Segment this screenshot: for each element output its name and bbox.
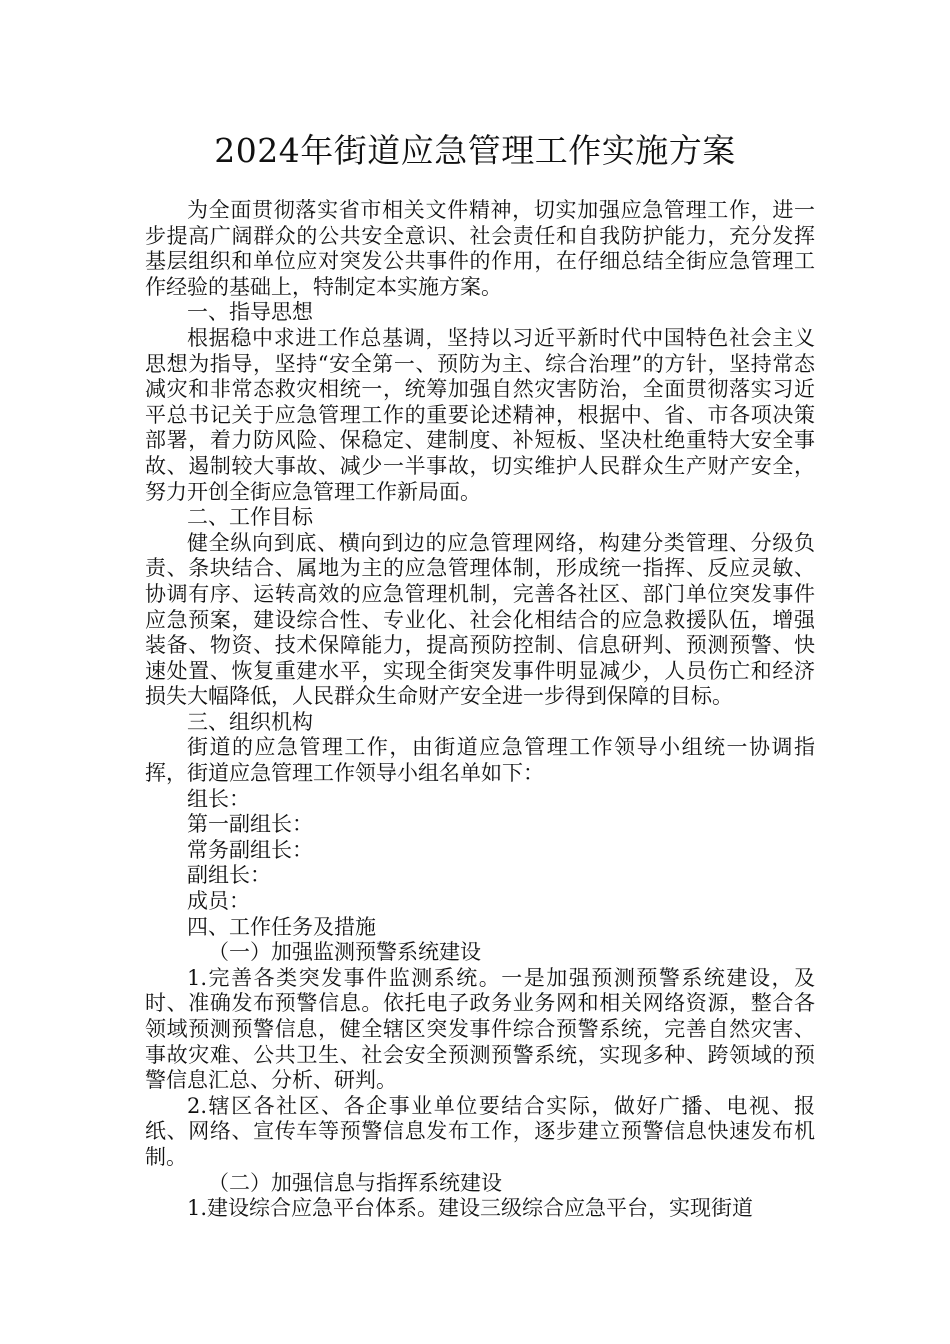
intro-paragraph: 为全面贯彻落实省市相关文件精神，切实加强应急管理工作，进一步提高广阔群众的公共安全意识、社会责任和自我防护能力，充分发挥基层组织和单位应对突发公共事件的作用，在仔细总结全街应急管理工作经验的基础上，特制定本实施方案。: [145, 198, 815, 299]
body-paragraph: 健全纵向到底、横向到边的应急管理网络，构建分类管理、分级负责、条块结合、属地为主的应急管理体制，形成统一指挥、反应灵敏、协调有序、运转高效的应急管理机制，完善各社区、部门单位突发事件应急预案，建设综合性、专业化、社会化相结合的应急救援队伍，增强装备、物资、技术保障能力，提高预防控制、信息研判、预测预警、快速处置、恢复重建水平，实现全街突发事件明显减少，人员伤亡和经济损失大幅降低，人民群众生命财产安全进一步得到保障的目标。: [145, 530, 815, 709]
body-paragraph: 1.建设综合应急平台体系。建设三级综合应急平台，实现街道: [187, 1196, 754, 1221]
list-item: 副组长：: [187, 863, 271, 888]
subsection-heading: （一）加强监测预警系统建设: [208, 940, 481, 965]
list-item: 常务副组长：: [187, 837, 313, 862]
document-title: 2024年街道应急管理工作实施方案: [214, 131, 736, 170]
body-paragraph: 1.完善各类突发事件监测系统。一是加强预测预警系统建设，及时、准确发布预警信息。依托电子政务业务网和相关网络资源，整合各领域预测预警信息，健全辖区突发事件综合预警系统，完善自然灾害、事故灾难、公共卫生、社会安全预测预警系统，实现多种、跨领域的预警信息汇总、分析、研判。: [145, 965, 815, 1093]
body-paragraph: 2.辖区各社区、各企事业单位要结合实际，做好广播、电视、报纸、网络、宣传车等预警信息发布工作，逐步建立预警信息快速发布机制。: [145, 1093, 815, 1169]
section-heading: 三、组织机构: [187, 709, 313, 734]
section-heading: 四、工作任务及措施: [187, 914, 376, 939]
body-paragraph: 街道的应急管理工作，由街道应急管理工作领导小组统一协调指挥，街道应急管理工作领导小组名单如下：: [145, 735, 815, 786]
document-body: [145, 198, 815, 1222]
list-item: 组长：: [187, 786, 250, 811]
list-item: 成员：: [187, 889, 250, 914]
section-heading: 二、工作目标: [187, 505, 313, 530]
list-item: 第一副组长：: [187, 812, 313, 837]
body-paragraph: 根据稳中求进工作总基调，坚持以习近平新时代中国特色社会主义思想为指导，坚持“安全第一、预防为主、综合治理”的方针，坚持常态减灾和非常态救灾相统一，统筹加强自然灾害防治，全面贯彻落实习近平总书记关于应急管理工作的重要论述精神，根据中、省、市各项决策部署，着力防风险、保稳定、建制度、补短板、坚决杜绝重特大安全事故、遏制较大事故、减少一半事故，切实维护人民群众生产财产安全，努力开创全街应急管理工作新局面。: [145, 325, 815, 504]
section-heading: 一、指导思想: [187, 300, 313, 325]
subsection-heading: （二）加强信息与指挥系统建设: [208, 1170, 502, 1195]
